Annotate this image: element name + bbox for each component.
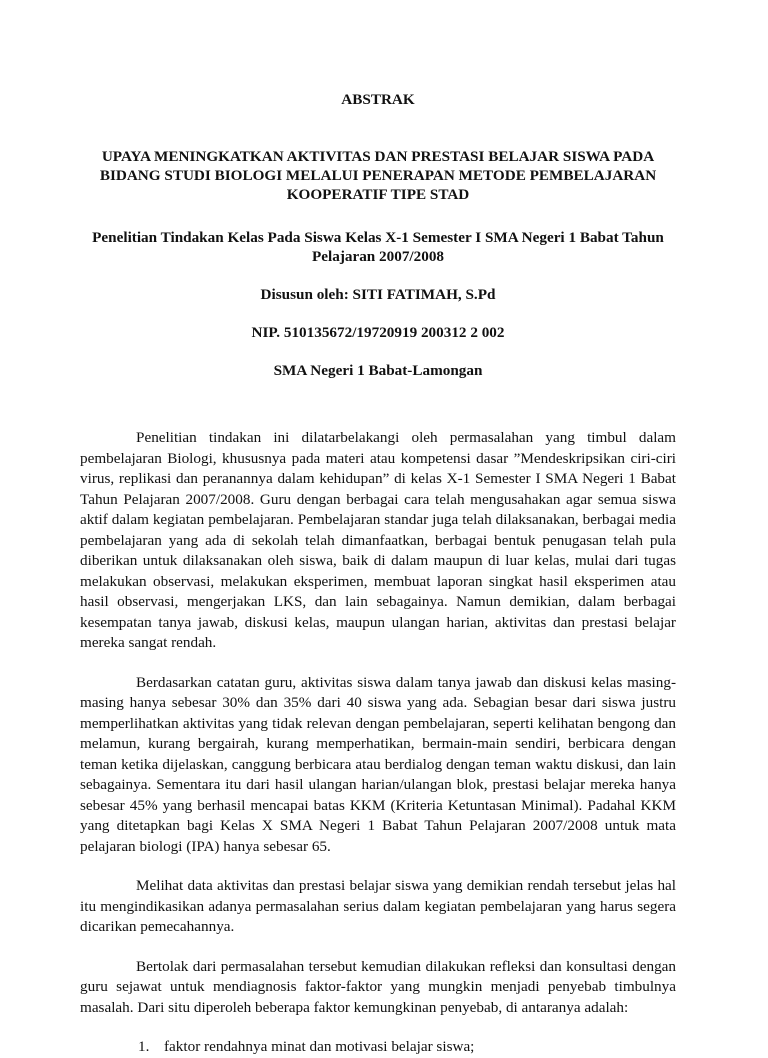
author-line: Disusun oleh: SITI FATIMAH, S.Pd xyxy=(260,286,496,303)
list-item-number: 1. xyxy=(138,1038,150,1055)
list-item-text: faktor rendahnya minat dan motivasi belajar siswa; xyxy=(164,1038,475,1055)
nip-line: NIP. 510135672/19720919 200312 2 002 xyxy=(251,324,505,341)
abstract-heading: ABSTRAK xyxy=(341,91,415,108)
paragraph-2: Berdasarkan catatan guru, aktivitas siswa dalam tanya jawab dan diskusi kelas masing-masing hanya sebesar 30% dan 35% dari 40 siswa yang ada. Sebagian besar dari siswa justru memperlihatkan aktivitas yang tidak relevan dengan pembelajaran, seperti kelihatan bengong dan melamun, kurang bergairah, kurang memperhatikan, bermain-main sendiri, berbicara dengan teman ketika dijelaskan, canggung berbicara atau berdialog dengan teman waktu diskusi, dan lain sebagainya. Sementara itu dari hasil ulangan harian/ulangan blok, prestasi belajar mereka hanya sebesar 45% yang berhasil mencapai batas KKM (Kriteria Ketuntasan Minimal). Padahal KKM yang ditetapkan bagi Kelas X SMA Negeri 1 Babat Tahun Pelajaran 2007/2008 untuk mata pelajaran biologi (IPA) hanya sebesar 65. xyxy=(80,673,676,855)
document-subtitle: Penelitian Tindakan Kelas Pada Siswa Kelas X-1 Semester I SMA Negeri 1 Babat Tahun Pelajaran 2007/2008 xyxy=(92,229,664,265)
school-line: SMA Negeri 1 Babat-Lamongan xyxy=(273,362,483,379)
document-title: UPAYA MENINGKATKAN AKTIVITAS DAN PRESTASI BELAJAR SISWA PADA BIDANG STUDI BIOLOGI MELALUI PENERAPAN METODE PEMBELAJARAN KOOPERATIF TIPE STAD xyxy=(99,148,657,203)
list-item xyxy=(80,1037,676,1058)
paragraph-3: Melihat data aktivitas dan prestasi belajar siswa yang demikian rendah tersebut jelas hal itu mengindikasikan adanya permasalahan serius dalam kegiatan pembelajaran yang harus segera dicarikan pemecahannya. xyxy=(80,877,676,935)
document-page xyxy=(80,90,676,1058)
paragraph-4: Bertolak dari permasalahan tersebut kemudian dilakukan refleksi dan konsultasi dengan guru sejawat untuk mendiagnosis faktor-faktor yang mungkin menjadi penyebab timbulnya masalah. Dari situ diperoleh beberapa faktor kemungkinan penyebab, di antaranya adalah: xyxy=(80,957,676,1016)
paragraph-1: Penelitian tindakan ini dilatarbelakangi oleh permasalahan yang timbul dalam pembelajaran Biologi, khususnya pada materi atau kompetensi dasar ”Mendeskripsikan ciri-ciri virus, replikasi dan peranannya dalam kehidupan” di kelas X-1 Semester I SMA Negeri 1 Babat Tahun Pelajaran 2007/2008. Guru dengan berbagai cara telah mengusahakan agar semua siswa aktif dalam kegiatan pembelajaran. Pembelajaran standar juga telah dilaksanakan, berbagai media pembelajaran yang ada di sekolah telah dimanfaatkan, berbagai bentuk penugasan telah pula diberikan untuk dilaksanakan oleh siswa, baik di dalam maupun di luar kelas, mulai dari tugas melakukan observasi, melakukan eksperimen, membuat laporan singkat hasil eksperimen atau hasil observasi, mengerjakan LKS, dan lain sebagainya. Namun demikian, dalam berbagai kesempatan tanya jawab, diskusi kelas, maupun ulangan harian, aktivitas dan prestasi belajar mereka sangat rendah. xyxy=(80,429,676,651)
factor-list xyxy=(80,1037,676,1058)
